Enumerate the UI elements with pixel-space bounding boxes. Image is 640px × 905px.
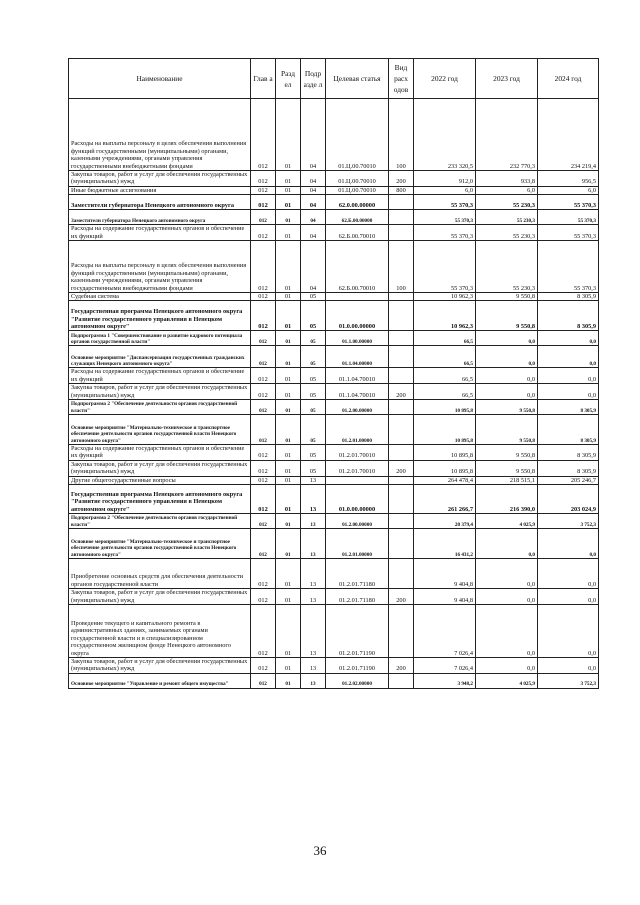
row-value-2022-cell: 55 370,3: [414, 195, 476, 210]
row-value-2022-cell: 10 895,8: [414, 460, 476, 476]
row-podrazdel-cell: 05: [301, 301, 326, 331]
row-value-2022-cell: 10 962,3: [414, 293, 476, 301]
row-vid-cell: [389, 529, 414, 559]
row-name-cell: Основное мероприятие "Материально-техническое и транспортное обеспечение деятельности органов государственной власти Ненецкого автономного округа": [69, 415, 251, 445]
row-value-2022-cell: 264 478,4: [414, 476, 476, 484]
row-vid-cell: [389, 301, 414, 331]
row-article-cell: 01.2.01.70010: [326, 445, 389, 461]
row-razdel-cell: 01: [276, 485, 301, 514]
row-value-2023-cell: 0,0: [476, 559, 538, 589]
row-podrazdel-cell: 13: [301, 604, 326, 657]
row-podrazdel-cell: 05: [301, 460, 326, 476]
row-value-2023-cell: 55 230,3: [476, 225, 538, 241]
row-value-2022-cell: 55 370,3: [414, 210, 476, 225]
row-podrazdel-cell: 13: [301, 529, 326, 559]
row-razdel-cell: 01: [276, 195, 301, 210]
row-razdel-cell: 01: [276, 171, 301, 187]
row-value-2024-cell: 55 370,3: [538, 225, 599, 241]
row-vid-cell: [389, 210, 414, 225]
header-vid: Вид расх одов: [389, 59, 414, 99]
row-value-2023-cell: 55 230,3: [476, 241, 538, 293]
row-glava-cell: 012: [251, 171, 276, 187]
row-article-cell: 01.2.00.00000: [326, 514, 389, 529]
row-vid-cell: [389, 485, 414, 514]
row-name-cell: Расходы на содержание государственных органов и обеспечение их функций: [69, 225, 251, 241]
row-value-2024-cell: 3 752,3: [538, 673, 599, 688]
row-podrazdel-cell: 13: [301, 476, 326, 484]
row-glava-cell: 012: [251, 210, 276, 225]
row-article-cell: 01.2.01.00000: [326, 529, 389, 559]
row-article-cell: 01.1.04.00000: [326, 346, 389, 368]
row-name-cell: Подпрограмма 2 "Обеспечение деятельности органов государственной власти": [69, 400, 251, 415]
row-name-cell: Другие общегосударственные вопросы: [69, 476, 251, 484]
row-name-cell: Расходы на содержание государственных органов и обеспечение их функций: [69, 445, 251, 461]
row-value-2024-cell: 8 305,9: [538, 301, 599, 331]
table-row: [69, 99, 599, 171]
row-value-2023-cell: 0,0: [476, 604, 538, 657]
table-row: [69, 301, 599, 331]
row-article-cell: 01.Ц.00.70010: [326, 186, 389, 194]
header-podrazdel: Подр азде л: [301, 59, 326, 99]
row-name-cell: Проведение текущего и капитального ремонта в административных зданиях, занимаемых органами государственной власти и в специализированном государственном жилищном фонде Ненецкого автономного округа: [69, 604, 251, 657]
row-razdel-cell: 01: [276, 673, 301, 688]
row-podrazdel-cell: 13: [301, 673, 326, 688]
row-value-2022-cell: 16 431,2: [414, 529, 476, 559]
row-article-cell: 01.2.01.71190: [326, 604, 389, 657]
row-value-2024-cell: 0,0: [538, 368, 599, 384]
row-value-2023-cell: 9 550,8: [476, 445, 538, 461]
table-body: [69, 99, 599, 689]
row-value-2024-cell: 956,5: [538, 171, 599, 187]
header-2023: 2023 год: [476, 59, 538, 99]
table-row: [69, 195, 599, 210]
row-podrazdel-cell: 05: [301, 415, 326, 445]
row-name-cell: Закупка товаров, работ и услуг для обеспечения государственных (муниципальных) нужд: [69, 460, 251, 476]
row-value-2023-cell: 0,0: [476, 384, 538, 400]
row-glava-cell: 012: [251, 604, 276, 657]
row-value-2023-cell: 933,8: [476, 171, 538, 187]
row-vid-cell: 200: [389, 657, 414, 673]
table-row: [69, 400, 599, 415]
row-value-2023-cell: 0,0: [476, 657, 538, 673]
row-value-2022-cell: 9 404,8: [414, 589, 476, 605]
row-razdel-cell: 01: [276, 346, 301, 368]
row-podrazdel-cell: 13: [301, 589, 326, 605]
row-value-2024-cell: 0,0: [538, 529, 599, 559]
row-vid-cell: 200: [389, 171, 414, 187]
row-glava-cell: 012: [251, 476, 276, 484]
row-name-cell: Подпрограмма 2 "Обеспечение деятельности органов государственной власти": [69, 514, 251, 529]
row-name-cell: Иные бюджетные ассигнования: [69, 186, 251, 194]
row-vid-cell: [389, 195, 414, 210]
row-razdel-cell: 01: [276, 225, 301, 241]
table-row: [69, 657, 599, 673]
row-podrazdel-cell: 05: [301, 346, 326, 368]
row-glava-cell: 012: [251, 485, 276, 514]
row-razdel-cell: 01: [276, 529, 301, 559]
row-name-cell: Основное мероприятие "Управление и ремонт общего имущества": [69, 673, 251, 688]
row-name-cell: Заместители губернатора Ненецкого автономного округа: [69, 195, 251, 210]
header-glava: Глав а: [251, 59, 276, 99]
row-razdel-cell: 01: [276, 301, 301, 331]
row-value-2022-cell: 912,0: [414, 171, 476, 187]
row-glava-cell: 012: [251, 368, 276, 384]
row-article-cell: 01.Ц.00.70010: [326, 171, 389, 187]
row-value-2024-cell: 55 370,3: [538, 241, 599, 293]
row-name-cell: Подпрограмма 1 "Совершенствование и развитие кадрового потенциала органов государственной власти": [69, 331, 251, 346]
row-glava-cell: 012: [251, 589, 276, 605]
row-glava-cell: 012: [251, 346, 276, 368]
row-razdel-cell: 01: [276, 210, 301, 225]
table-row: [69, 186, 599, 194]
row-razdel-cell: 01: [276, 476, 301, 484]
row-article-cell: 01.0.00.00000: [326, 485, 389, 514]
row-value-2024-cell: 234 219,4: [538, 99, 599, 171]
row-vid-cell: 200: [389, 384, 414, 400]
row-value-2023-cell: 0,0: [476, 589, 538, 605]
row-glava-cell: 012: [251, 99, 276, 171]
row-value-2023-cell: 4 025,9: [476, 673, 538, 688]
row-podrazdel-cell: 05: [301, 400, 326, 415]
table-row: [69, 529, 599, 559]
row-value-2024-cell: 8 305,9: [538, 415, 599, 445]
table-row: [69, 673, 599, 688]
table-row: [69, 368, 599, 384]
row-glava-cell: 012: [251, 673, 276, 688]
row-glava-cell: 012: [251, 400, 276, 415]
row-value-2023-cell: 216 390,0: [476, 485, 538, 514]
row-glava-cell: 012: [251, 657, 276, 673]
row-article-cell: [326, 293, 389, 301]
row-value-2022-cell: 10 895,8: [414, 415, 476, 445]
row-razdel-cell: 01: [276, 589, 301, 605]
row-value-2023-cell: 9 550,8: [476, 400, 538, 415]
row-value-2024-cell: 8 305,9: [538, 293, 599, 301]
row-razdel-cell: 01: [276, 604, 301, 657]
row-value-2024-cell: 0,0: [538, 657, 599, 673]
row-article-cell: 01.1.04.70010: [326, 384, 389, 400]
row-vid-cell: [389, 368, 414, 384]
row-glava-cell: 012: [251, 460, 276, 476]
header-razdel: Разд ел: [276, 59, 301, 99]
row-glava-cell: 012: [251, 186, 276, 194]
row-razdel-cell: 01: [276, 657, 301, 673]
row-value-2024-cell: 8 305,9: [538, 400, 599, 415]
row-vid-cell: [389, 604, 414, 657]
table-row: [69, 460, 599, 476]
row-value-2023-cell: 0,0: [476, 368, 538, 384]
row-value-2022-cell: 66,5: [414, 331, 476, 346]
row-razdel-cell: 01: [276, 400, 301, 415]
row-value-2024-cell: 8 305,9: [538, 445, 599, 461]
row-glava-cell: 012: [251, 241, 276, 293]
row-value-2023-cell: 4 025,9: [476, 514, 538, 529]
row-value-2024-cell: 55 370,3: [538, 195, 599, 210]
row-vid-cell: [389, 559, 414, 589]
row-name-cell: Заместители губернатора Ненецкого автономного округа: [69, 210, 251, 225]
row-vid-cell: 100: [389, 99, 414, 171]
row-glava-cell: 012: [251, 301, 276, 331]
table-row: [69, 384, 599, 400]
table-row: [69, 331, 599, 346]
row-podrazdel-cell: 13: [301, 559, 326, 589]
row-razdel-cell: 01: [276, 293, 301, 301]
row-value-2024-cell: 0,0: [538, 331, 599, 346]
row-name-cell: Основное мероприятие "Материально-техническое и транспортное обеспечение деятельности органов государственной власти Ненецкого автономного округа": [69, 529, 251, 559]
row-podrazdel-cell: 13: [301, 657, 326, 673]
row-glava-cell: 012: [251, 331, 276, 346]
row-value-2022-cell: 55 370,3: [414, 225, 476, 241]
row-value-2023-cell: 9 550,8: [476, 415, 538, 445]
row-article-cell: 01.1.04.70010: [326, 368, 389, 384]
row-article-cell: 01.2.01.71190: [326, 657, 389, 673]
row-podrazdel-cell: 04: [301, 186, 326, 194]
row-vid-cell: 200: [389, 589, 414, 605]
row-podrazdel-cell: 05: [301, 445, 326, 461]
row-value-2022-cell: 10 895,8: [414, 400, 476, 415]
row-vid-cell: 100: [389, 241, 414, 293]
row-value-2022-cell: 10 962,3: [414, 301, 476, 331]
header-name: Наименование: [69, 59, 251, 99]
row-podrazdel-cell: 13: [301, 485, 326, 514]
row-razdel-cell: 01: [276, 186, 301, 194]
row-razdel-cell: 01: [276, 460, 301, 476]
row-vid-cell: [389, 673, 414, 688]
row-article-cell: 01.0.00.00000: [326, 301, 389, 331]
row-glava-cell: 012: [251, 225, 276, 241]
row-name-cell: Закупка товаров, работ и услуг для обеспечения государственных (муниципальных) нужд: [69, 384, 251, 400]
row-value-2023-cell: 218 515,1: [476, 476, 538, 484]
row-value-2022-cell: 3 948,2: [414, 673, 476, 688]
table-row: [69, 210, 599, 225]
row-value-2023-cell: 0,0: [476, 331, 538, 346]
row-razdel-cell: 01: [276, 559, 301, 589]
table-row: [69, 293, 599, 301]
row-value-2022-cell: 6,0: [414, 186, 476, 194]
table-row: [69, 604, 599, 657]
row-vid-cell: [389, 225, 414, 241]
table-row: [69, 445, 599, 461]
row-article-cell: 62.0.00.00000: [326, 195, 389, 210]
row-name-cell: Закупка товаров, работ и услуг для обеспечения государственных (муниципальных) нужд: [69, 589, 251, 605]
table-row: [69, 589, 599, 605]
row-value-2024-cell: 0,0: [538, 604, 599, 657]
row-article-cell: [326, 476, 389, 484]
table-row: [69, 476, 599, 484]
row-name-cell: Приобретение основных средств для обеспечения деятельности органов государственной власти: [69, 559, 251, 589]
row-article-cell: 62.Б.00.70010: [326, 241, 389, 293]
header-2022: 2022 год: [414, 59, 476, 99]
row-value-2022-cell: 66,5: [414, 346, 476, 368]
row-value-2024-cell: 205 246,7: [538, 476, 599, 484]
row-value-2022-cell: 233 320,5: [414, 99, 476, 171]
row-value-2024-cell: 0,0: [538, 589, 599, 605]
row-razdel-cell: 01: [276, 415, 301, 445]
row-vid-cell: [389, 415, 414, 445]
row-podrazdel-cell: 04: [301, 195, 326, 210]
row-value-2022-cell: 261 266,7: [414, 485, 476, 514]
row-value-2023-cell: 9 550,8: [476, 460, 538, 476]
row-podrazdel-cell: 04: [301, 241, 326, 293]
row-value-2022-cell: 9 404,8: [414, 559, 476, 589]
row-podrazdel-cell: 04: [301, 99, 326, 171]
row-podrazdel-cell: 05: [301, 293, 326, 301]
row-value-2023-cell: 55 230,3: [476, 195, 538, 210]
budget-table-sheet: [68, 58, 598, 689]
row-razdel-cell: 01: [276, 241, 301, 293]
row-razdel-cell: 01: [276, 445, 301, 461]
row-article-cell: 01.1.00.00000: [326, 331, 389, 346]
row-glava-cell: 012: [251, 384, 276, 400]
row-value-2022-cell: 66,5: [414, 368, 476, 384]
row-value-2023-cell: 6,0: [476, 186, 538, 194]
row-podrazdel-cell: 05: [301, 384, 326, 400]
row-vid-cell: [389, 400, 414, 415]
row-glava-cell: 012: [251, 415, 276, 445]
row-article-cell: 01.2.01.00000: [326, 415, 389, 445]
header-article: Целевая статья: [326, 59, 389, 99]
table-row: [69, 514, 599, 529]
row-value-2024-cell: 3 752,3: [538, 514, 599, 529]
row-name-cell: Расходы на выплаты персоналу в целях обеспечения выполнения функций государственными (муниципальными) органами, казенными учреждениями, органами управления государственными внебюджетными фондами: [69, 99, 251, 171]
row-article-cell: 01.2.01.71180: [326, 589, 389, 605]
row-vid-cell: 200: [389, 460, 414, 476]
budget-table: [68, 58, 599, 689]
table-row: [69, 346, 599, 368]
row-value-2024-cell: 0,0: [538, 384, 599, 400]
row-value-2023-cell: 0,0: [476, 529, 538, 559]
row-article-cell: 01.2.01.71180: [326, 559, 389, 589]
row-podrazdel-cell: 05: [301, 368, 326, 384]
row-name-cell: Закупка товаров, работ и услуг для обеспечения государственных (муниципальных) нужд: [69, 171, 251, 187]
row-glava-cell: 012: [251, 529, 276, 559]
row-vid-cell: [389, 514, 414, 529]
row-podrazdel-cell: 13: [301, 514, 326, 529]
row-article-cell: 01.Ц.00.70010: [326, 99, 389, 171]
page-number: 36: [313, 843, 327, 858]
row-value-2022-cell: 55 370,3: [414, 241, 476, 293]
row-value-2022-cell: 66,5: [414, 384, 476, 400]
row-article-cell: 62.Б.00.00000: [326, 210, 389, 225]
row-name-cell: Закупка товаров, работ и услуг для обеспечения государственных (муниципальных) нужд: [69, 657, 251, 673]
row-vid-cell: 800: [389, 186, 414, 194]
table-row: [69, 559, 599, 589]
row-article-cell: 01.2.01.70010: [326, 460, 389, 476]
row-value-2022-cell: 10 895,8: [414, 445, 476, 461]
row-podrazdel-cell: 05: [301, 331, 326, 346]
row-razdel-cell: 01: [276, 368, 301, 384]
row-value-2024-cell: 203 024,9: [538, 485, 599, 514]
row-vid-cell: [389, 293, 414, 301]
row-podrazdel-cell: 04: [301, 225, 326, 241]
row-glava-cell: 012: [251, 195, 276, 210]
header-2024: 2024 год: [538, 59, 599, 99]
row-value-2023-cell: 9 550,8: [476, 293, 538, 301]
row-value-2023-cell: 232 770,3: [476, 99, 538, 171]
row-value-2024-cell: 55 370,3: [538, 210, 599, 225]
row-value-2024-cell: 8 305,9: [538, 460, 599, 476]
row-glava-cell: 012: [251, 559, 276, 589]
row-vid-cell: [389, 346, 414, 368]
row-glava-cell: 012: [251, 293, 276, 301]
row-razdel-cell: 01: [276, 384, 301, 400]
row-value-2022-cell: 7 026,4: [414, 657, 476, 673]
row-article-cell: 62.Б.00.70010: [326, 225, 389, 241]
table-row: [69, 171, 599, 187]
row-value-2023-cell: 55 230,3: [476, 210, 538, 225]
table-row: [69, 225, 599, 241]
table-row: [69, 485, 599, 514]
row-razdel-cell: 01: [276, 514, 301, 529]
table-row: [69, 415, 599, 445]
row-podrazdel-cell: 04: [301, 210, 326, 225]
row-value-2024-cell: 0,0: [538, 346, 599, 368]
row-name-cell: Основное мероприятие "Диспансеризация государственных гражданских служащих Ненецкого автономного округа": [69, 346, 251, 368]
row-article-cell: 01.2.00.00000: [326, 400, 389, 415]
row-name-cell: Государственная программа Ненецкого автономного округа "Развитие государственного управления в Ненецком автономном округе": [69, 301, 251, 331]
row-value-2022-cell: 7 026,4: [414, 604, 476, 657]
row-vid-cell: [389, 476, 414, 484]
table-row: [69, 241, 599, 293]
row-value-2023-cell: 0,0: [476, 346, 538, 368]
row-glava-cell: 012: [251, 514, 276, 529]
row-value-2023-cell: 9 550,8: [476, 301, 538, 331]
row-vid-cell: [389, 331, 414, 346]
row-razdel-cell: 01: [276, 331, 301, 346]
row-name-cell: Судебная система: [69, 293, 251, 301]
row-razdel-cell: 01: [276, 99, 301, 171]
row-name-cell: Расходы на содержание государственных органов и обеспечение их функций: [69, 368, 251, 384]
row-name-cell: Расходы на выплаты персоналу в целях обеспечения выполнения функций государственными (муниципальными) органами, казенными учреждениями, органами управления государственными внебюджетными фондами: [69, 241, 251, 293]
row-article-cell: 01.2.02.00000: [326, 673, 389, 688]
row-value-2024-cell: 0,0: [538, 559, 599, 589]
table-header-row: [69, 59, 599, 99]
row-value-2024-cell: 6,0: [538, 186, 599, 194]
row-name-cell: Государственная программа Ненецкого автономного округа "Развитие государственного управления в Ненецком автономном округе": [69, 485, 251, 514]
row-value-2022-cell: 20 379,4: [414, 514, 476, 529]
row-podrazdel-cell: 04: [301, 171, 326, 187]
row-vid-cell: [389, 445, 414, 461]
row-glava-cell: 012: [251, 445, 276, 461]
